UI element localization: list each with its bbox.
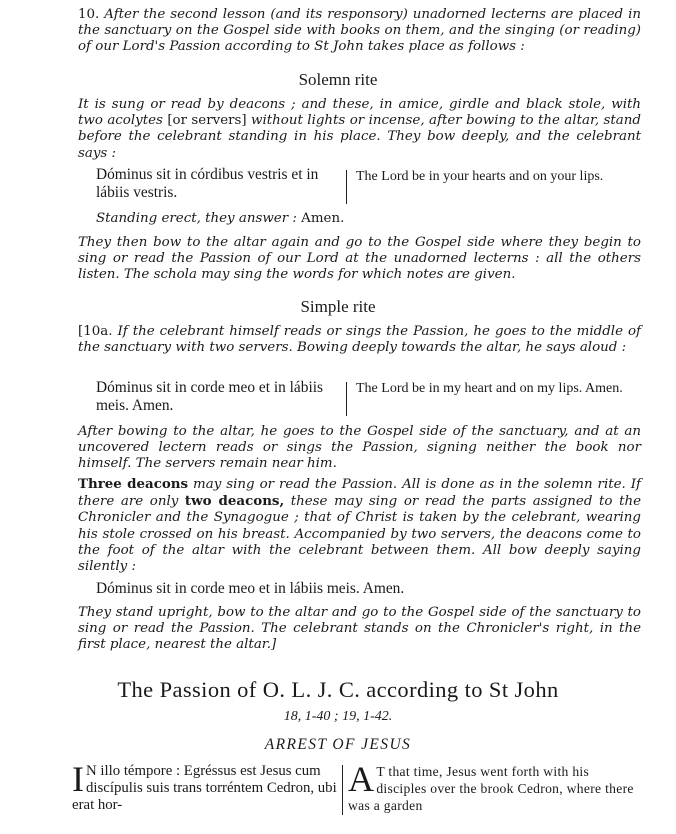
latin-silent-prayer: Dóminus sit in corde meo et in lábiis meis. Amen. bbox=[96, 580, 405, 597]
english-gospel-column bbox=[348, 759, 640, 814]
drop-cap: A bbox=[348, 759, 375, 799]
english-gospel-text: T that time, Jesus went forth with his disciples over the brook Cedron, where there was a garden bbox=[348, 764, 634, 813]
bracket-note: [or servers] bbox=[167, 113, 247, 129]
column-divider bbox=[342, 765, 343, 815]
solemn-rite-rubric bbox=[78, 97, 641, 162]
simple-rite-heading: Simple rite bbox=[300, 297, 376, 316]
solemn-rite-heading: Solemn rite bbox=[298, 70, 378, 89]
response-amen: Amen. bbox=[301, 211, 345, 226]
section-heading: ARREST OF JESUS bbox=[264, 736, 412, 753]
paragraph-number: 10. bbox=[78, 7, 100, 22]
response-line bbox=[96, 211, 641, 227]
rubric-text: If the celebrant himself reads or sings the Passion, he goes to the middle of the sanctuary with two servers. Bowing deeply towards the altar, he says aloud : bbox=[78, 324, 641, 356]
bold-term: two deacons, bbox=[184, 493, 285, 510]
latin-gospel-column bbox=[72, 759, 338, 814]
rubric-paragraph-10 bbox=[78, 7, 641, 56]
drop-cap: I bbox=[72, 759, 84, 799]
passion-title: The Passion of O. L. J. C. according to St John bbox=[117, 677, 559, 702]
rubric-text: It is sung or read by deacons ; and these, in amice, girdle and black stole, with two acolytes bbox=[78, 97, 641, 129]
rubric-text: may sing or read the Passion. All is done as in the solemn rite. If there are only bbox=[78, 477, 642, 510]
rubric-text: these may sing or read the parts assigned to the Chronicler and the Synagogue ; that of Christ is taken by the celebrant, wearing his stole crossed on his breast. Accompanied by two servers, the deacons come to the foot of the altar with the celebrant between them. All bow deeply saying silently : bbox=[78, 494, 642, 575]
solemn-rite-after-rubric: They then bow to the altar again and go to the Gospel side where they begin to sing or read the Passion of our Lord at the unadorned lecterns : all the others listen. The schola may sing the words for which notes are given. bbox=[78, 235, 641, 283]
latin-gospel-text: N illo témpore : Egréssus est Jesus cum discípulis suis trans torréntem Cedron, ubi erat hor- bbox=[72, 763, 337, 813]
paragraph-number: [10a. bbox=[78, 324, 113, 339]
scripture-reference: 18, 1-40 ; 19, 1-42. bbox=[283, 709, 393, 724]
column-divider bbox=[346, 382, 347, 416]
after-bowing-rubric: After bowing to the altar, he goes to the Gospel side of the sanctuary, and at an uncovered lectern reads or sings the Passion, signing neither the book nor himself. The servers remain near him. bbox=[78, 424, 641, 472]
rubric-text: After the second lesson (and its responsory) unadorned lecterns are placed in the sanctuary on the Gospel side with books on them, and the singing (or reading) of our Lord's Passion according to St John takes place as follows : bbox=[78, 7, 641, 55]
three-deacons-rubric bbox=[78, 476, 641, 575]
english-greeting-simple: The Lord be in my heart and on my lips. Amen. bbox=[356, 381, 623, 396]
english-greeting: The Lord be in your hearts and on your lips. bbox=[356, 169, 604, 184]
final-rubric: They stand upright, bow to the altar and go to the Gospel side of the sanctuary to sing or read the Passion. The celebrant stands on the Chronicler's right, in the first place, nearest the altar.] bbox=[78, 605, 641, 653]
latin-greeting: Dóminus sit in córdibus vestris et in lábiis vestris. bbox=[96, 166, 319, 201]
bold-term: Three deacons bbox=[78, 476, 189, 492]
simple-rite-rubric bbox=[78, 324, 641, 356]
rubric-text: Standing erect, they answer : bbox=[96, 211, 302, 226]
rubric-text: without lights or incense, after bowing to the altar, stand before the celebrant standing in his place. They bow deeply, and the celebrant says : bbox=[78, 113, 641, 161]
latin-greeting-simple: Dóminus sit in corde meo et in lábiis meis. Amen. bbox=[96, 379, 323, 414]
column-divider bbox=[346, 170, 347, 204]
